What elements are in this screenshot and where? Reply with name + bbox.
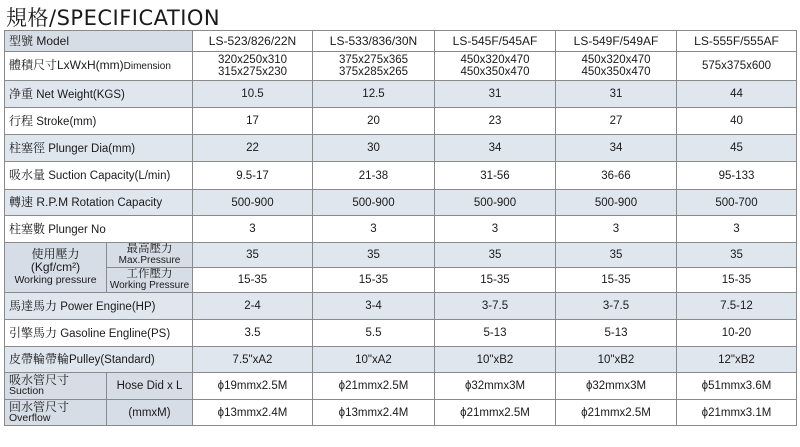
table-cell: 34 — [435, 135, 556, 162]
table-cell: 500-900 — [556, 190, 677, 216]
table-cell: ϕ21mmx2.5M — [313, 373, 435, 400]
table-cell: 9.5-17 — [193, 162, 313, 190]
row-sublabel: Hose Did x L — [107, 373, 193, 400]
table-cell: 31 — [556, 81, 677, 108]
table-row — [5, 108, 797, 135]
row-label: 回水管尺寸 Overflow — [5, 400, 107, 426]
table-cell: 3 — [193, 216, 313, 243]
specification-table — [4, 30, 797, 426]
table-cell: 375x275x365 375x285x265 — [313, 52, 435, 81]
table-cell: ϕ21mmx2.5M — [556, 400, 677, 426]
table-cell: ϕ51mmx3.6M — [677, 373, 797, 400]
model-header: LS-523/826/22N — [193, 31, 313, 52]
table-cell: 5-13 — [435, 320, 556, 347]
table-cell: 40 — [677, 108, 797, 135]
table-cell: 31-56 — [435, 162, 556, 190]
table-cell: ϕ13mmx2.4M — [313, 400, 435, 426]
row-sublabel: (mmxM) — [107, 400, 193, 426]
table-cell: 10"xB2 — [435, 347, 556, 373]
table-cell: 3 — [313, 216, 435, 243]
table-cell: 500-900 — [193, 190, 313, 216]
table-cell: 34 — [556, 135, 677, 162]
table-cell: 35 — [435, 243, 556, 268]
table-cell: ϕ19mmx2.5M — [193, 373, 313, 400]
table-cell: 12"xB2 — [677, 347, 797, 373]
table-cell: 35 — [556, 243, 677, 268]
table-row — [5, 81, 797, 108]
model-header: LS-533/836/30N — [313, 31, 435, 52]
table-cell: 35 — [313, 243, 435, 268]
table-cell: 31 — [435, 81, 556, 108]
table-cell: 12.5 — [313, 81, 435, 108]
row-label: 馬達馬力 Power Engine(HP) — [5, 293, 193, 320]
table-cell: ϕ32mmx3M — [556, 373, 677, 400]
row-label: 最高壓力 Max.Pressure — [107, 243, 193, 268]
table-cell: 10"xA2 — [313, 347, 435, 373]
row-label: 吸水量 Suction Capacity(L/min) — [5, 162, 193, 190]
row-label: 轉速 R.P.M Rotation Capacity — [5, 190, 193, 216]
table-cell: 35 — [193, 243, 313, 268]
model-header: LS-545F/545AF — [435, 31, 556, 52]
table-cell: 45 — [677, 135, 797, 162]
table-cell: 35 — [677, 243, 797, 268]
table-cell: 7.5-12 — [677, 293, 797, 320]
table-cell: 15-35 — [313, 268, 435, 293]
table-cell: 10-20 — [677, 320, 797, 347]
table-cell: 10.5 — [193, 81, 313, 108]
model-label: 型號 Model — [5, 31, 193, 52]
table-cell: 500-900 — [313, 190, 435, 216]
table-row — [5, 268, 797, 293]
table-cell: ϕ32mmx3M — [435, 373, 556, 400]
row-label: 行程 Stroke(mm) — [5, 108, 193, 135]
table-row — [5, 243, 797, 268]
header-row — [5, 31, 797, 52]
table-cell: 5.5 — [313, 320, 435, 347]
table-row — [5, 216, 797, 243]
table-row — [5, 135, 797, 162]
model-header: LS-549F/549AF — [556, 31, 677, 52]
row-label: 净重 Net Weight(KGS) — [5, 81, 193, 108]
table-cell: 3 — [435, 216, 556, 243]
table-cell: 22 — [193, 135, 313, 162]
table-cell: 23 — [435, 108, 556, 135]
row-label: 工作壓力 Working Pressure — [107, 268, 193, 293]
page-title: 規格/SPECIFICATION — [6, 6, 221, 30]
table-cell: 3-7.5 — [435, 293, 556, 320]
table-row — [5, 347, 797, 373]
table-cell: 575x375x600 — [677, 52, 797, 81]
table-cell: ϕ21mmx3.1M — [677, 400, 797, 426]
table-cell: 320x250x310 315x275x230 — [193, 52, 313, 81]
model-header: LS-555F/555AF — [677, 31, 797, 52]
table-cell: 21-38 — [313, 162, 435, 190]
table-cell: 3-4 — [313, 293, 435, 320]
table-row — [5, 400, 797, 426]
table-row — [5, 320, 797, 347]
table-row — [5, 373, 797, 400]
row-label: 吸水管尺寸 Suction — [5, 373, 107, 400]
row-label: 皮帶輪帶輪Pulley(Standard) — [5, 347, 193, 373]
table-cell: 20 — [313, 108, 435, 135]
table-cell: 450x320x470 450x350x470 — [556, 52, 677, 81]
table-cell: 7.5"xA2 — [193, 347, 313, 373]
table-cell: 5-13 — [556, 320, 677, 347]
table-cell: 44 — [677, 81, 797, 108]
table-cell: 3 — [556, 216, 677, 243]
table-cell: 36-66 — [556, 162, 677, 190]
table-cell: 15-35 — [677, 268, 797, 293]
table-cell: ϕ21mmx2.5M — [435, 400, 556, 426]
table-row — [5, 293, 797, 320]
row-label: 使用壓力 (Kgf/cm²) Working pressure — [5, 243, 107, 293]
table-cell: 15-35 — [556, 268, 677, 293]
table-row — [5, 162, 797, 190]
table-cell: 10"xB2 — [556, 347, 677, 373]
table-cell: 15-35 — [435, 268, 556, 293]
table-row — [5, 52, 797, 81]
table-cell: 15-35 — [193, 268, 313, 293]
table-row — [5, 190, 797, 216]
row-label: 柱塞徑 Plunger Dia(mm) — [5, 135, 193, 162]
table-cell: 500-700 — [677, 190, 797, 216]
table-cell: 27 — [556, 108, 677, 135]
row-label: 引擎馬力 Gasoline Engline(PS) — [5, 320, 193, 347]
table-cell: 2-4 — [193, 293, 313, 320]
row-label: 柱塞數 Plunger No — [5, 216, 193, 243]
table-cell: 95-133 — [677, 162, 797, 190]
table-cell: 500-900 — [435, 190, 556, 216]
table-cell: ϕ13mmx2.4M — [193, 400, 313, 426]
table-cell: 30 — [313, 135, 435, 162]
table-cell: 3-7.5 — [556, 293, 677, 320]
table-cell: 450x320x470 450x350x470 — [435, 52, 556, 81]
table-cell: 3.5 — [193, 320, 313, 347]
table-cell: 3 — [677, 216, 797, 243]
table-cell: 17 — [193, 108, 313, 135]
row-label: 體積尺寸LxWxH(mm)Dimension — [5, 52, 193, 81]
